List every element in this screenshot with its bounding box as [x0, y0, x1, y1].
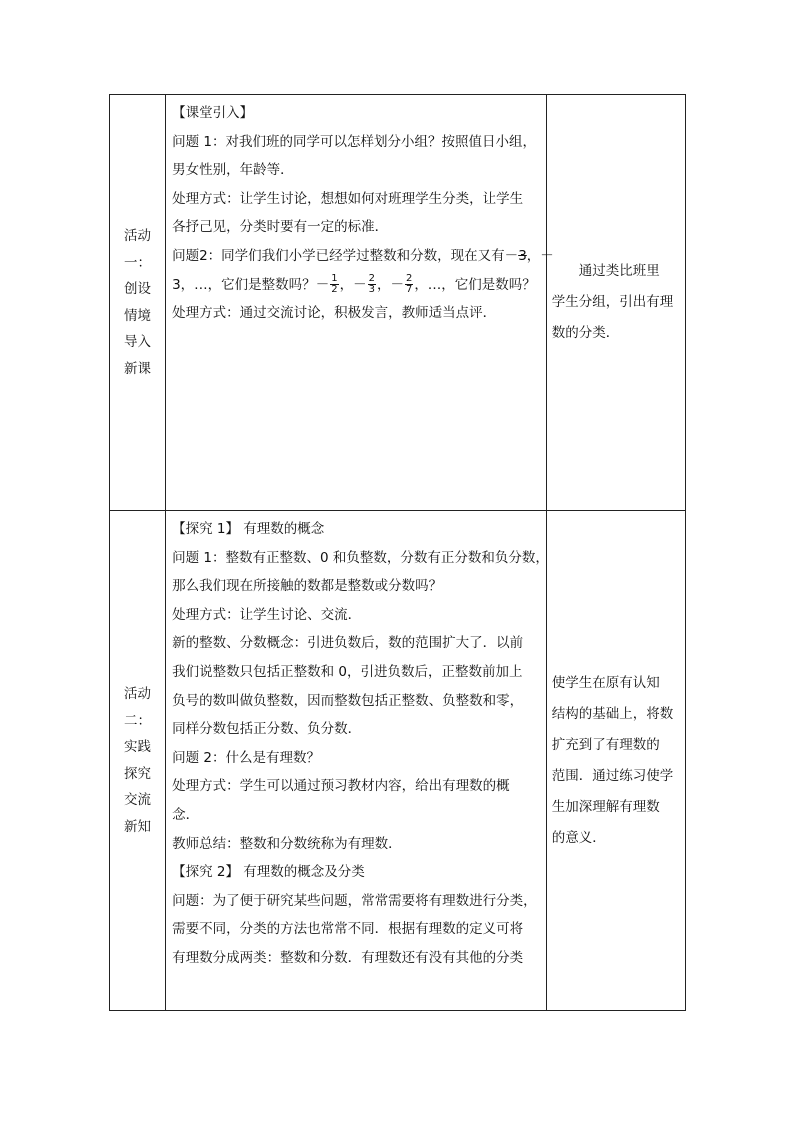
content-line: 同样分数包括正分数、负分数．	[172, 721, 362, 738]
fraction-numerator: 1	[331, 273, 338, 285]
activity-label-line: 实践	[124, 739, 152, 755]
content-line: 需要不同，分类的方法也常常不同．根据有理数的定义可将	[172, 921, 524, 938]
intent-line: 的意义．	[551, 829, 606, 846]
fraction-numerator: 2	[405, 273, 413, 285]
content-line: 处理方式：学生可以通过预习教材内容，给出有理数的概	[172, 778, 510, 795]
question-text: 男女性别，年龄等．	[172, 162, 294, 179]
activity-label-cell	[110, 95, 166, 511]
activity-label-line: 情境	[124, 307, 152, 324]
fraction-denominator: 3	[368, 284, 375, 296]
fraction	[330, 274, 338, 295]
intent-line: 范围．通过练习使学	[551, 767, 674, 784]
activity-label-line: 新知	[124, 818, 152, 835]
section-heading: 【课堂引入】	[172, 105, 254, 121]
struck-number: 3	[518, 247, 527, 264]
activity-label-cell	[110, 511, 166, 1011]
content-line: 问题 2：什么是有理数？	[172, 749, 320, 766]
design-intent-cell	[546, 511, 685, 1011]
activity-content-cell	[166, 511, 547, 1011]
content-line: 问题：为了便于研究某些问题，常常需要将有理数进行分类，	[172, 892, 537, 909]
intent-line: 生加深理解有理数	[551, 798, 660, 815]
table-row	[110, 95, 686, 511]
content-line: 那么我们现在所接触的数都是整数或分数吗？	[172, 578, 443, 595]
activity-label-line: 交流	[124, 792, 152, 808]
section-heading: 【探究 2】 有理数的概念及分类	[172, 864, 365, 881]
fraction-denominator: 7	[405, 284, 413, 296]
activity-label-line: 新课	[124, 360, 152, 377]
question-text: 问题 1：对我们班的同学可以怎样划分小组？按照值日小组，	[172, 133, 536, 150]
lesson-plan-table	[109, 94, 686, 1011]
method-text: 处理方式：通过交流讨论，积极发言，教师适当点评．	[172, 305, 497, 322]
question-fragment: ，…，它们是数吗？	[414, 276, 536, 293]
method-text: 各抒己见，分类时要有一定的标准．	[172, 219, 389, 236]
content-line: 处理方式：让学生讨论、交流．	[172, 606, 362, 623]
question-text	[172, 242, 554, 271]
fraction	[405, 274, 413, 295]
content-line: 有理数分成两类：整数和分数．有理数还有没有其他的分类	[172, 949, 524, 966]
question-fragment: 3，…，它们是整数吗？	[172, 276, 316, 293]
activity-label-line: 一：	[124, 254, 152, 271]
activity-label-line: 活动	[124, 228, 152, 244]
activity-label-line: 探究	[124, 765, 152, 782]
question-fragment: 问题2：同学们我们小学已经学过整数和分数，现在又有－	[172, 247, 519, 264]
table-row	[110, 511, 686, 1011]
content-line: 问题 1：整数有正整数、0 和负整数，分数有正分数和负分数，	[172, 549, 549, 566]
intent-line: 学生分组，引出有理	[551, 294, 674, 310]
fraction-sign: －	[315, 276, 330, 293]
content-line: 我们说整数只包括正整数和 0，引进负数后，正整数前加上	[172, 663, 523, 680]
content-line: 新的整数、分数概念：引进负数后，数的范围扩大了．以前	[172, 635, 524, 652]
activity-label-line: 二：	[124, 712, 152, 729]
content-line: 负号的数叫做负整数，因而整数包括正整数、负整数和零，	[172, 692, 524, 709]
activity-label-line: 活动	[124, 686, 152, 702]
activity-label-line: 导入	[124, 334, 152, 350]
method-text: 处理方式：让学生讨论，想想如何对班理学生分类，让学生	[172, 190, 524, 207]
fraction-numerator: 2	[368, 273, 375, 285]
content-line: 教师总结：整数和分数统称为有理数．	[172, 835, 402, 852]
design-intent-cell	[546, 95, 685, 511]
fraction	[368, 274, 376, 295]
fraction-sign: －	[390, 276, 404, 293]
intent-line: 使学生在原有认知	[551, 674, 660, 691]
intent-line: 通过类比班里	[578, 263, 660, 279]
intent-line: 数的分类．	[551, 325, 620, 341]
intent-line: 扩充到了有理数的	[551, 736, 660, 753]
activity-label-line: 创设	[124, 281, 152, 297]
fraction-denominator: 2	[331, 284, 338, 296]
section-heading: 【探究 1】 有理数的概念	[172, 521, 325, 537]
fraction-sign: －	[353, 276, 367, 293]
question-fragment: ，－	[526, 247, 554, 264]
separator: ，	[339, 276, 354, 293]
intent-line: 结构的基础上，将数	[551, 705, 674, 722]
content-line: 念．	[172, 806, 200, 823]
activity-content-cell	[166, 95, 554, 511]
separator: ，	[376, 276, 391, 293]
question-text	[172, 271, 543, 300]
